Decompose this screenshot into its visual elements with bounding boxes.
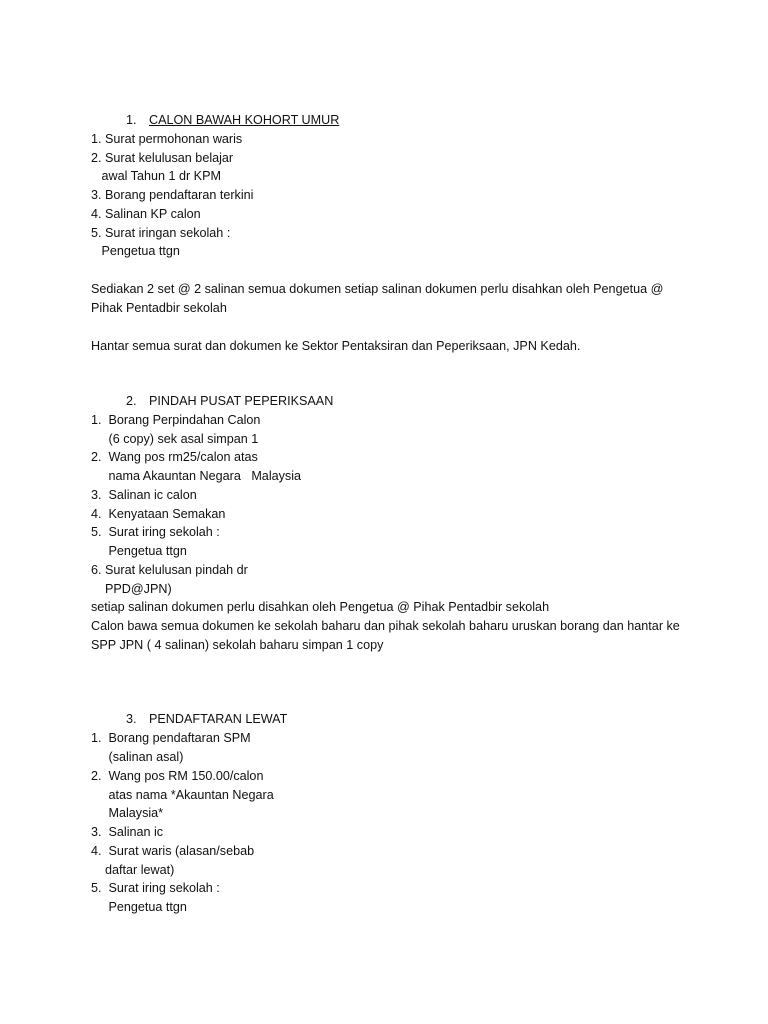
list-item: 1. Borang Perpindahan Calon (91, 413, 261, 427)
list-item: 4. Kenyataan Semakan (91, 507, 226, 521)
list-item: 4. Salinan KP calon (91, 207, 201, 221)
list-item: (salinan asal) (91, 750, 184, 764)
paragraph-line: Pihak Pentadbir sekolah (91, 301, 227, 315)
section-2-heading (112, 374, 334, 408)
section-1-heading (112, 93, 340, 127)
list-item: 5. Surat iring sekolah : (91, 525, 220, 539)
list-item: 2. Wang pos rm25/calon atas (91, 450, 258, 464)
list-item: 5. Surat iring sekolah : (91, 881, 220, 895)
paragraph-line: setiap salinan dokumen perlu disahkan oleh Pengetua @ Pihak Pentadbir sekolah (91, 600, 550, 614)
list-item: awal Tahun 1 dr KPM (91, 169, 221, 183)
list-item: nama Akauntan Negara Malaysia (91, 469, 302, 483)
section-3-title: PENDAFTARAN LEWAT (149, 712, 288, 726)
section-3-number: 3. (126, 712, 137, 726)
section-2-title: PINDAH PUSAT PEPERIKSAAN (149, 394, 334, 408)
list-item: 2. Surat kelulusan belajar (91, 151, 234, 165)
list-item: Malaysia* (91, 806, 164, 820)
list-item: 6. Surat kelulusan pindah dr (91, 563, 248, 577)
list-item: 3. Borang pendaftaran terkini (91, 188, 254, 202)
list-item: 1. Borang pendaftaran SPM (91, 731, 251, 745)
section-2-number: 2. (126, 394, 137, 408)
paragraph-line: SPP JPN ( 4 salinan) sekolah baharu simpan 1 copy (91, 638, 384, 652)
list-item: Pengetua ttgn (91, 544, 187, 558)
list-item: Pengetua ttgn (91, 244, 180, 258)
paragraph-line: Sediakan 2 set @ 2 salinan semua dokumen setiap salinan dokumen perlu disahkan oleh Pengetua @ (91, 282, 664, 296)
paragraph-line: Hantar semua surat dan dokumen ke Sektor Pentaksiran dan Peperiksaan, JPN Kedah. (91, 339, 581, 353)
list-item: Pengetua ttgn (91, 900, 187, 914)
section-3-heading (112, 692, 288, 726)
paragraph-line: Calon bawa semua dokumen ke sekolah baharu dan pihak sekolah baharu uruskan borang dan hantar ke (91, 619, 680, 633)
list-item: 4. Surat waris (alasan/sebab (91, 844, 255, 858)
list-item: atas nama *Akauntan Negara (91, 788, 274, 802)
list-item: 1. Surat permohonan waris (91, 132, 243, 146)
section-1-number: 1. (126, 113, 137, 127)
list-item: 3. Salinan ic (91, 825, 164, 839)
list-item: (6 copy) sek asal simpan 1 (91, 432, 259, 446)
list-item: PPD@JPN) (91, 582, 172, 596)
section-1-title: CALON BAWAH KOHORT UMUR (149, 113, 340, 127)
list-item: 2. Wang pos RM 150.00/calon (91, 769, 264, 783)
list-item: daftar lewat) (91, 863, 175, 877)
list-item: 3. Salinan ic calon (91, 488, 197, 502)
list-item: 5. Surat iringan sekolah : (91, 226, 231, 240)
